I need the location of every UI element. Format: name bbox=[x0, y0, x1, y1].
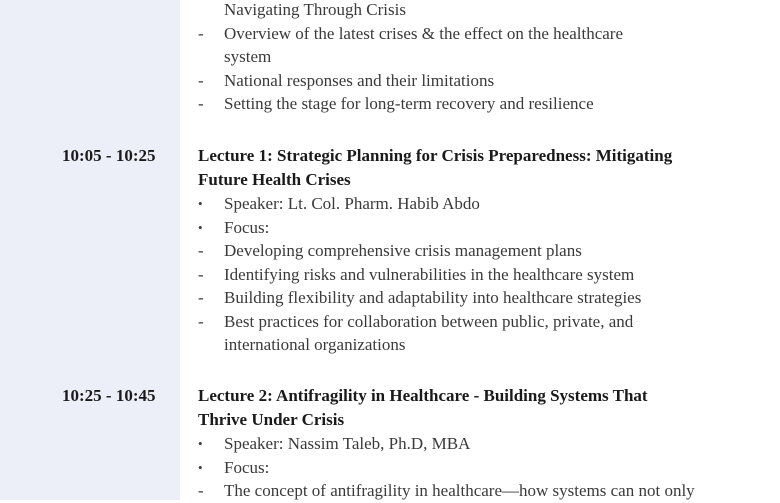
agenda-line bbox=[198, 286, 758, 310]
bullet-marker: • bbox=[198, 196, 203, 211]
session-title: Lecture 2: Antifragility in Healthcare - Building Systems That bbox=[198, 386, 648, 405]
agenda-line bbox=[198, 45, 758, 69]
agenda-line bbox=[198, 192, 758, 216]
dash-marker: - bbox=[198, 264, 204, 284]
speaker-text: Speaker: Nassim Taleb, Ph.D, MBA bbox=[224, 434, 471, 453]
agenda-line bbox=[198, 479, 758, 503]
agenda-line bbox=[198, 310, 758, 334]
line-text: Setting the stage for long-term recovery and resilience bbox=[224, 94, 594, 113]
line-text: Building flexibility and adaptability into healthcare strategies bbox=[224, 288, 642, 307]
focus-label: Focus: bbox=[224, 457, 270, 477]
session-content bbox=[198, 144, 758, 357]
session-time: 10:25 - 10:45 bbox=[62, 386, 156, 405]
line-text: National responses and their limitations bbox=[224, 70, 495, 90]
dash-marker: - bbox=[198, 288, 204, 307]
agenda-line bbox=[198, 216, 758, 240]
line-text: international organizations bbox=[224, 335, 406, 354]
agenda-line bbox=[198, 263, 758, 287]
dash-marker: - bbox=[198, 481, 204, 500]
agenda-line bbox=[198, 92, 758, 116]
time-column-background bbox=[0, 0, 180, 500]
session-title: Lecture 1: Strategic Planning for Crisis Preparedness: Mitigating bbox=[198, 146, 673, 165]
dash-marker: - bbox=[198, 70, 204, 90]
line-text: Best practices for collaboration between public, private, and bbox=[224, 311, 634, 331]
session-content bbox=[198, 0, 758, 116]
line-text: system bbox=[224, 47, 272, 66]
bullet-marker: • bbox=[198, 219, 203, 235]
session-content bbox=[198, 384, 758, 503]
bullet-marker: • bbox=[198, 436, 203, 451]
line-text: Overview of the latest crises & the effect on the healthcare bbox=[224, 23, 624, 43]
dash-marker: - bbox=[198, 94, 204, 113]
speaker-text: Speaker: Lt. Col. Pharm. Habib Abdo bbox=[224, 194, 480, 213]
dash-marker: - bbox=[198, 311, 204, 331]
dash-marker: - bbox=[198, 241, 204, 260]
agenda-line bbox=[198, 456, 758, 480]
agenda-line bbox=[198, 22, 758, 46]
focus-label: Focus: bbox=[224, 217, 270, 237]
dash-marker: - bbox=[198, 23, 204, 43]
session-title-continued: Thrive Under Crisis bbox=[198, 410, 345, 429]
agenda-line bbox=[198, 333, 758, 357]
agenda-line bbox=[198, 69, 758, 93]
session-time: 10:05 - 10:25 bbox=[62, 146, 156, 165]
line-text: Developing comprehensive crisis management plans bbox=[224, 241, 582, 260]
bullet-marker: • bbox=[198, 459, 203, 475]
line-text: Navigating Through Crisis bbox=[224, 0, 406, 19]
line-text: The concept of antifragility in healthcare—how systems can not only bbox=[224, 481, 695, 500]
agenda-line bbox=[198, 432, 758, 456]
agenda-line bbox=[198, 0, 758, 22]
agenda-line bbox=[198, 239, 758, 263]
session-title-continued: Future Health Crises bbox=[198, 170, 351, 189]
line-text: Identifying risks and vulnerabilities in the healthcare system bbox=[224, 264, 635, 284]
